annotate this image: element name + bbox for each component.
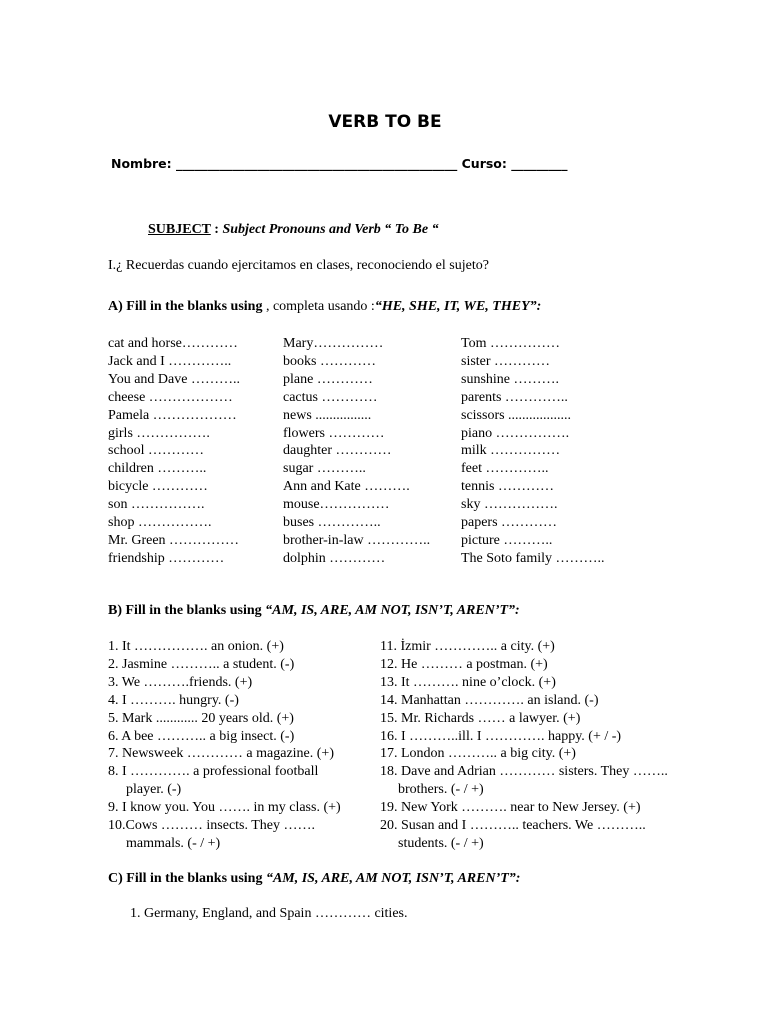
exercise-item: 17. London ……….. a big city. (+) (380, 746, 576, 762)
blank-item: sugar ……….. (283, 461, 366, 477)
name-course-line: Nombre: _____________________________________________ Curso: _________ (111, 156, 568, 171)
blank-item: Jack and I ………….. (108, 353, 232, 369)
blank-item: cheese ……………… (108, 389, 233, 405)
section-a-quote: “HE, SHE, IT, WE, THEY”: (374, 299, 542, 314)
subject-text: Subject Pronouns and Verb “ To Be “ (222, 222, 439, 237)
section-b-bold: B) Fill in the blanks using (108, 603, 266, 618)
blank-item: Pamela ……………… (108, 407, 237, 423)
blank-item: Mary…………… (283, 336, 384, 351)
section-b-heading (108, 603, 520, 619)
exercise-item: 16. I ………..ill. I …………. happy. (+ / -) (380, 728, 622, 744)
subject-separator: : (210, 222, 223, 237)
blank-item: parents ………….. (461, 389, 568, 405)
exercise-item: 5. Mark ............ 20 years old. (+) (108, 710, 294, 726)
section-c-bold: C) Fill in the blanks using (108, 871, 266, 886)
blank-item: mouse…………… (283, 497, 390, 513)
section-b-list-left (108, 638, 370, 853)
blank-item: Mr. Green …………… (108, 532, 240, 548)
blank-item: The Soto family ……….. (461, 550, 605, 566)
blank-item: girls ……………. (108, 425, 210, 441)
blank-item: milk …………… (461, 443, 561, 459)
exercise-item-continuation: mammals. (- / +) (126, 835, 221, 851)
exercise-item: 19. New York ………. near to New Jersey. (+) (380, 800, 641, 816)
section-a-normal: , completa usando : (262, 299, 375, 314)
exercise-item: 20. Susan and I ……….. teachers. We ……….. (380, 818, 646, 834)
exercise-item: 15. Mr. Richards …… a lawyer. (+) (380, 710, 581, 726)
section-c-item: 1. Germany, England, and Spain ………… cities. (130, 906, 408, 921)
section-b-list-right (380, 638, 710, 853)
subject-heading (148, 222, 439, 238)
section-b-quote: “AM, IS, ARE, AM NOT, ISN’T, AREN’T”: (265, 603, 520, 618)
exercise-item: 6. A bee ……….. a big insect. (-) (108, 728, 295, 744)
exercise-item-continuation: brothers. (- / +) (398, 782, 484, 798)
section-c-quote: “AM, IS, ARE, AM NOT, ISN’T, AREN’T”: (265, 871, 521, 886)
blank-item: dolphin ………… (283, 550, 386, 566)
exercise-item: 9. I know you. You ……. in my class. (+) (108, 800, 341, 816)
blank-item: Ann and Kate ………. (283, 479, 410, 495)
blank-item: You and Dave ……….. (108, 371, 240, 387)
section-a-bold: A) Fill in the blanks using (108, 299, 263, 314)
blank-item: buses ………….. (283, 515, 381, 531)
blank-item: scissors .................. (461, 407, 572, 423)
exercise-item: 3. We ……….friends. (+) (108, 674, 253, 690)
section-a-column-2 (283, 335, 430, 568)
blank-item: cactus ………… (283, 389, 378, 405)
exercise-item: 10.Cows ……… insects. They ……. (108, 818, 316, 834)
exercise-item: 12. He ……… a postman. (+) (380, 656, 548, 672)
subject-label: SUBJECT (148, 222, 211, 237)
blank-item: piano ……………. (461, 425, 570, 441)
blank-item: Tom …………… (461, 336, 560, 351)
section-c-heading (108, 871, 520, 887)
blank-item: papers ………… (461, 515, 558, 531)
exercise-item: 13. It ………. nine o’clock. (+) (380, 674, 556, 690)
exercise-item: 18. Dave and Adrian ………… sisters. They …….. (380, 764, 668, 780)
blank-item: books ………… (283, 353, 376, 369)
blank-item: news ................ (283, 407, 372, 423)
blank-item: cat and horse………… (108, 336, 238, 351)
section-a-column-1 (108, 335, 240, 568)
blank-item: friendship ………… (108, 550, 225, 566)
exercise-item: 8. I …………. a professional football (108, 764, 319, 780)
exercise-item: 11. İzmir ………….. a city. (+) (380, 639, 555, 654)
exercise-item: 2. Jasmine ……….. a student. (-) (108, 656, 295, 672)
blank-item: tennis ………… (461, 479, 554, 495)
blank-item: school ………… (108, 443, 205, 459)
exercise-item: 14. Manhattan …………. an island. (-) (380, 692, 599, 708)
blank-item: sister ………… (461, 353, 551, 369)
blank-item: shop ……………. (108, 515, 212, 531)
exercise-item-continuation: students. (- / +) (398, 835, 484, 851)
blank-item: feet ………….. (461, 461, 549, 477)
section-a-heading (108, 299, 541, 315)
section-a-column-3 (461, 335, 605, 568)
blank-item: daughter ………… (283, 443, 392, 459)
exercise-item: 7. Newsweek ………… a magazine. (+) (108, 746, 334, 762)
question-i: I.¿ Recuerdas cuando ejercitamos en clases, reconociendo el sujeto? (108, 258, 489, 273)
exercise-item: 1. It ……………. an onion. (+) (108, 639, 284, 654)
blank-item: flowers ………… (283, 425, 385, 441)
exercise-item: 4. I ………. hungry. (-) (108, 692, 239, 708)
page-title: VERB TO BE (328, 112, 442, 132)
blank-item: picture ……….. (461, 532, 553, 548)
blank-item: son ……………. (108, 497, 205, 513)
blank-item: bicycle ………… (108, 479, 208, 495)
exercise-item-continuation: player. (-) (126, 782, 182, 798)
blank-item: children ……….. (108, 461, 207, 477)
blank-item: plane ………… (283, 371, 373, 387)
blank-item: brother-in-law ………….. (283, 532, 431, 548)
blank-item: sunshine ………. (461, 371, 559, 387)
blank-item: sky ……………. (461, 497, 558, 513)
